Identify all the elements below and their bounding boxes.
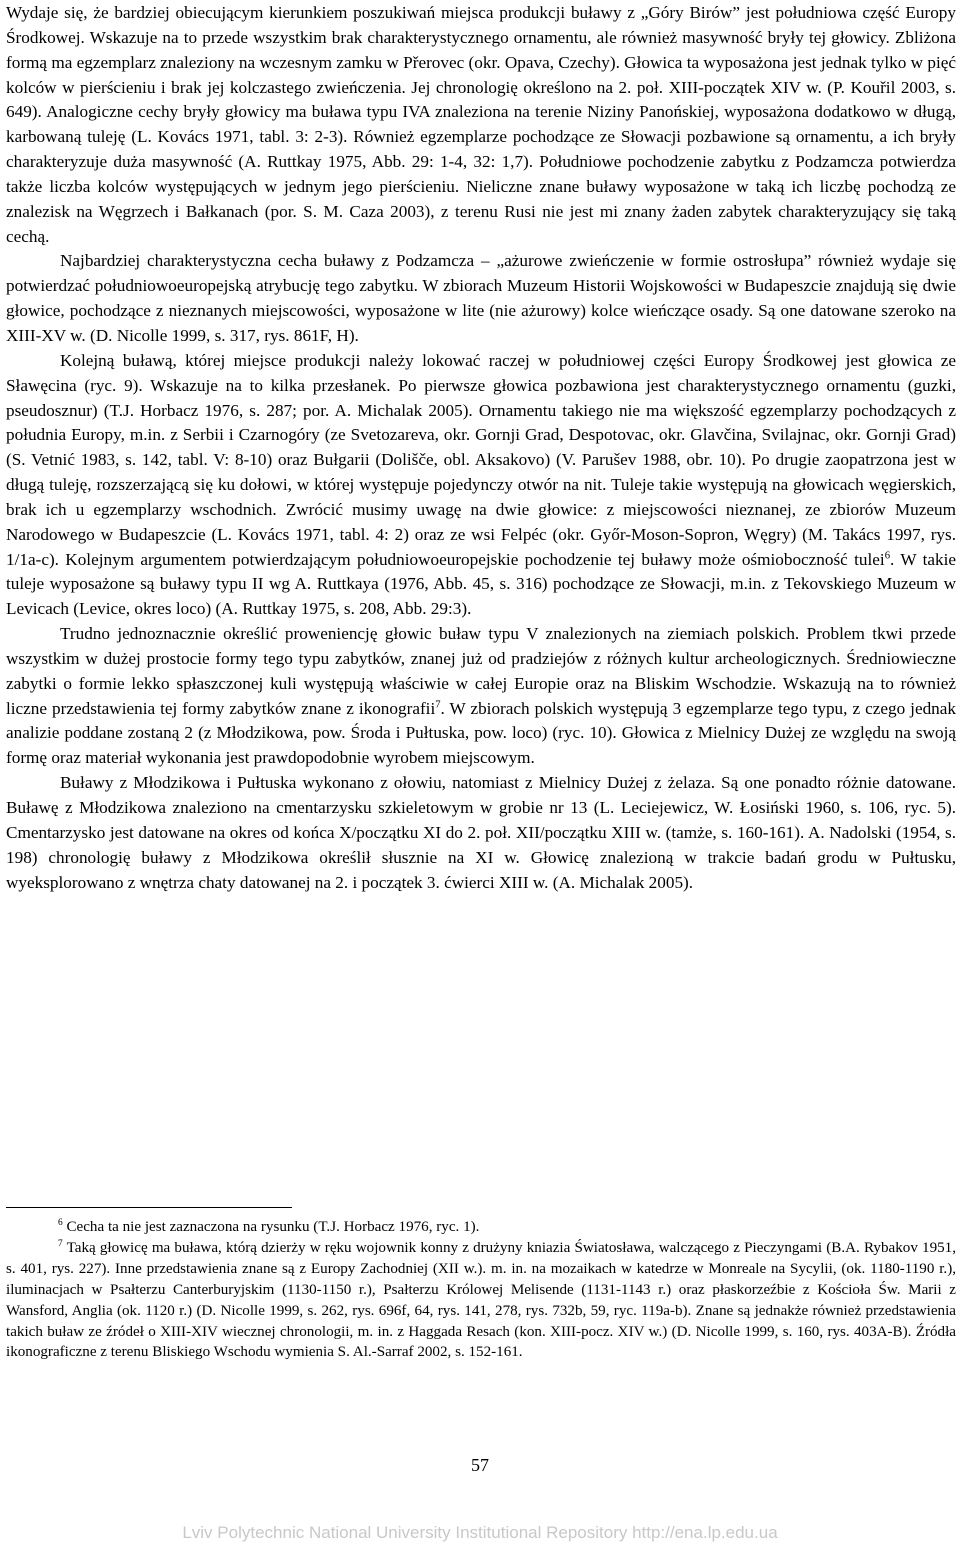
paragraph-2: Najbardziej charakterystyczna cecha buławy z Podzamcza – „ażurowe zwieńczenie w formie ostrosłupa” również wydaje się potwierdzać południowoeuropejską atrybucję tego zabytku. W zbiorach Muzeum Historii Wojskowości w Budapeszcie znajdują się dwie głowice, pochodzące z nieznanych miejscowości, wyposażone w lite (nie ażurowy) kolce wieńczące osady. Są one datowane szeroko na XIII-XV w. (D. Nicolle 1999, s. 317, rys. 861F, H). bbox=[6, 251, 956, 345]
paragraph-1: Wydaje się, że bardziej obiecującym kierunkiem poszukiwań miejsca produkcji buławy z „Góry Birów” jest południowa część Europy Środkowej. Wskazuje na to przede wszystkim brak charakterystycznego ornamentu, ale również masywność bryły tej głowicy. Zbliżona formą ma egzemplarz znaleziony na wczesnym zamku w Přerovec (okr. Opava, Czechy). Głowica ta wyposażona jest jednak tylko w pięć kolców w pierścieniu i brak jej kolczastego zwieńczenia. Jej chronologię określono na 2. poł. XIII-początek XIV w. (P. Kouřil 2003, s. 649). Analogiczne cechy bryły głowicy ma buława typu IVA znaleziona na terenie Niziny Panońskiej, wyposażona dodatkowo w długą, karbowaną tuleję (L. Kovács 1971, tabl. 3: 2-3). Również egzemplarze pochodzące ze Słowacji pozbawione są ornamentu, a ich bryły charakteryzuje duża masywność (A. Ruttkay 1975, Abb. 29: 1-4, 32: 1,7). Południowe pochodzenie zabytku z Podzamcza potwierdza także liczba kolców występujących w jednym jego pierścieniu. Nieliczne znane buławy wyposażone w taką ich liczbę pochodzą ze znalezisk na Węgrzech i Bałkanach (por. S. M. Caza 2003), z terenu Rusi nie jest mi znany żaden zabytek charakteryzujący się taką cechą. bbox=[6, 3, 956, 246]
paragraph-5: Buławy z Młodzikowa i Pułtuska wykonano z ołowiu, natomiast z Mielnicy Dużej z żelaza. Są one ponadto różnie datowane. Buławę z Młodzikowa znaleziono na cmentarzysku szkieletowym w grobie nr 13 (L. Leciejewicz, W. Łosiński 1960, s. 106, ryc. 5). Cmentarzysko jest datowane na okres od końca X/początku XI do 2. poł. XII/początku XIII w. (tamże, s. 160-161). A. Nadolski (1954, s. 198) chronologię buławy z Młodzikowa określił słusznie na XI w. Głowicę znalezioną w trakcie badań grodu w Pułtusku, wyeksplorowano z wnętrza chaty datowanej na 2. i początek 3. ćwierci XIII w. (A. Michalak 2005). bbox=[6, 773, 956, 892]
footnote-separator bbox=[6, 1207, 292, 1208]
paragraph-4-text: Trudno jednoznacznie określić proweniencję głowic buław typu V znalezionych na ziemiach polskich. Problem tkwi przede wszystkim w dużej prostocie formy tego typu zabytków, znanej już od pradziejów z różnych kultur archeologicznych. Średniowieczne zabytki o formie lekko spłaszczonej kuli występują właściwie w całej Europie oraz na Bliskim Wschodzie. Wskazują na to również liczne przedstawienia tej formy zabytków znane z ikonografii bbox=[6, 624, 956, 718]
page-number: 57 bbox=[471, 1455, 489, 1475]
paragraph-3 bbox=[6, 349, 956, 622]
footnote-7 bbox=[6, 1238, 956, 1363]
footnotes bbox=[6, 1217, 956, 1363]
footnote-mark-6: 6 bbox=[58, 1217, 63, 1228]
paragraph-3-continued: . W takie tuleje wyposażone są buławy typu II wg A. Ruttkaya (1976, Abb. 45, s. 316) pochodzące ze Słowacji, m.in. z Tekovskiego Muzeum w Levicach (Levice, okres loco) (A. Ruttkay 1975, s. 208, Abb. 29:3). bbox=[6, 549, 956, 619]
footnote-text-7: Taką głowicę ma buława, którą dzierży w ręku wojownik konny z drużyny kniazia Światosława, walczącego z Pieczyngami (B.A. Rybakov 1951, s. 401, rys. 227). Inne przedstawienia znane są z Europy Zachodniej (XII w.). m. in. na mozaikach w katedrze w Monreale na Sycylii, (ok. 1180-1190 r.), iluminacjach w Psałterzu Canterburyjskim (1130-1150 r.), Psałterzu Królowej Melisende (1131-1143 r.) oraz płaskorzeźbie z Kościoła Św. Marii z Wansford, Anglia (ok. 1120 r.) (D. Nicolle 1999, s. 262, rys. 696f, 64, rys. 141, 278, rys. 732b, 59, ryc. 119a-b). Znane są jednakże również przedstawienia takich buław ze źródeł o XIII-XIV wiecznej chronologii, m. in. z Haggada Resach (kon. XIII-pocz. XIV w.) (D. Nicolle 1999, s. 160, rys. 403A-B). Źródła ikonograficzne z terenu Bliskiego Wschodu wymienia S. Al.-Sarraf 2002, s. 152-161. bbox=[6, 1239, 956, 1361]
paragraph-4-continued: . W zbiorach polskich występują 3 egzemplarze tego typu, z czego jednak analizie poddane zostaną 2 (z Młodzikowa, pow. Środa i Pułtuska, pow. loco) (ryc. 10). Głowica z Mielnicy Dużej ze względu na swoją formę oraz materiał wykonania jest prawdopodobnie wyrobem miejscowym. bbox=[6, 698, 956, 768]
footnote-ref-7[interactable]: 7 bbox=[435, 698, 441, 710]
footnote-6 bbox=[6, 1217, 956, 1238]
footnote-mark-7: 7 bbox=[58, 1238, 63, 1249]
paragraph-4 bbox=[6, 622, 956, 771]
paragraph-3-text: Kolejną buławą, której miejsce produkcji należy lokować raczej w południowej części Europy Środkowej jest głowica ze Sławęcina (ryc. 9). Wskazuje na to kilka przesłanek. Po pierwsze głowica pozbawiona jest charakterystycznego ornamentu (guzki, pseudosznur) (T.J. Horbacz 1976, s. 287; por. A. Michalak 2005). Ornamentu takiego nie ma większość egzemplarzy pochodzących z południa Europy, m.in. z Serbii i Czarnogóry (ze Svetozareva, okr. Gornji Grad, Despotovac, okr. Glavčina, Svilajnac, okr. Gornji Grad) (S. Vetnić 1983, s. 142, tabl. V: 8-10) oraz Bułgarii (Doliščе, obl. Aksakovo) (V. Parušev 1988, obr. 10). Po drugie zaopatrzona jest w długą tuleję, rozszerzającą się ku dołowi, w której występuje pojedynczy otwór na nit. Tuleje takie występują na głowicach węgierskich, brak ich u egzemplarzy wschodnich. Zwrócić musimy uwagę na dwie głowice: z miejscowości nieznanej, ze zbiorów Muzeum Narodowego w Budapeszcie (L. Kovács 1971, tabl. 4: 2) oraz ze wsi Felpéc (okr. Győr-Moson-Sopron, Węgry) (M. Takács 1997, rys. 1/1a-c). Kolejnym argumentem potwierdzającym południowoeuropejskie pochodzenie tej buławy może ośmioboczność tulei bbox=[6, 350, 956, 569]
repository-watermark: Lviv Polytechnic National University Institutional Repository http://ena.lp.edu.ua bbox=[182, 1523, 778, 1542]
footnote-text-6: Cecha ta nie jest zaznaczona na rysunku (T.J. Horbacz 1976, ryc. 1). bbox=[66, 1219, 480, 1235]
body-text bbox=[6, 1, 956, 895]
footnote-ref-6[interactable]: 6 bbox=[884, 549, 891, 561]
